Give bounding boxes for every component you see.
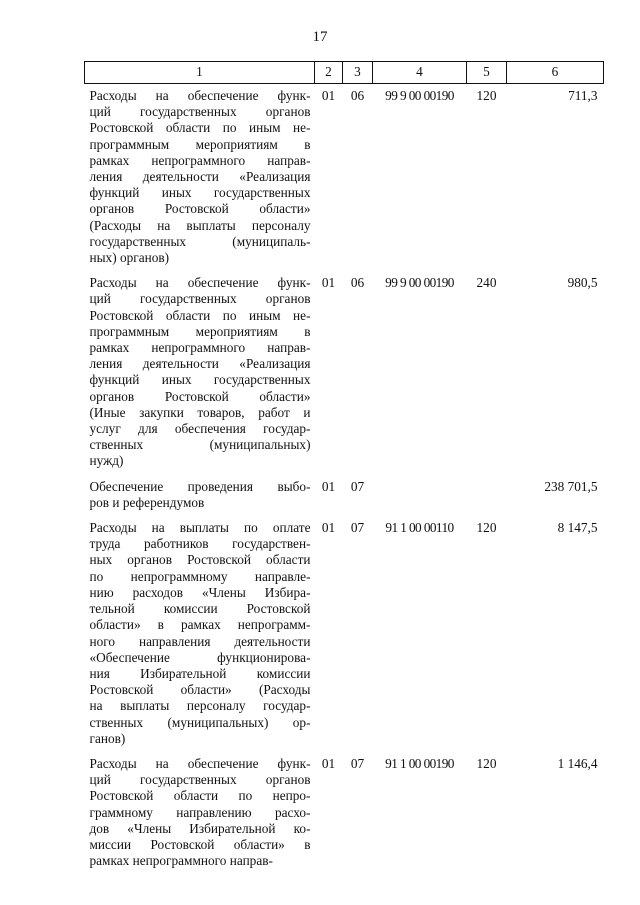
description-line: государственных (муниципаль- xyxy=(89,233,311,249)
description-line: Расходы на обеспечение функ- xyxy=(89,275,311,291)
description-line: ганов) xyxy=(89,730,126,746)
section-code: 01 xyxy=(321,88,336,103)
description-line: ных органов Ростовской области xyxy=(89,552,311,568)
description-line: Ростовской области» (Расходы xyxy=(89,682,311,698)
description-line: ления деятельности «Реализация xyxy=(89,169,311,185)
expense-type-code: 240 xyxy=(476,275,497,291)
header-col-6: 6 xyxy=(507,62,604,84)
target-article-code: 91 1 00 00110 xyxy=(385,520,454,536)
description-line: (Иные закупки товаров, работ и xyxy=(89,404,311,420)
expense-type-code: 120 xyxy=(476,88,497,103)
description-line: ственных (муниципальных) xyxy=(89,437,311,453)
description-line: граммному направлению расхо- xyxy=(89,804,311,820)
description-line: функций иных государственных xyxy=(89,185,311,201)
section-code: 01 xyxy=(321,478,336,494)
expense-type-code: 120 xyxy=(476,755,497,771)
target-article-code: 99 9 00 00190 xyxy=(385,275,454,291)
expense-type-code xyxy=(467,479,507,520)
subsection-code: 07 xyxy=(350,478,365,494)
table-row xyxy=(85,756,604,878)
description-line: «Обеспечение функционирова- xyxy=(89,649,311,665)
description-line: программным мероприятиям в xyxy=(89,136,311,152)
amount-value: 1 146,4 xyxy=(557,755,598,771)
table-row xyxy=(85,479,604,520)
description-line: на выплаты персоналу государ- xyxy=(89,698,311,714)
section-code: 01 xyxy=(321,520,336,536)
subsection-code: 07 xyxy=(350,755,365,771)
header-col-3: 3 xyxy=(343,62,373,84)
amount-value: 980,5 xyxy=(567,275,598,291)
description-line: по непрограммному направле- xyxy=(89,568,311,584)
description-line: нию расходов «Члены Избира- xyxy=(89,584,311,600)
description-line: области» в рамках непрограмм- xyxy=(89,617,311,633)
description-line: нужд) xyxy=(89,453,124,469)
description-line: ственных (муниципальных) ор- xyxy=(89,714,311,730)
description-line: ций государственных органов xyxy=(89,104,311,120)
section-code: 01 xyxy=(321,275,336,291)
description-line: тельной комиссии Ростовской xyxy=(89,601,311,617)
expense-description xyxy=(85,84,315,276)
table-row xyxy=(85,520,604,756)
budget-table xyxy=(84,61,604,878)
target-article-code xyxy=(373,479,467,520)
description-line: Ростовской области по непро- xyxy=(89,788,311,804)
description-line: труда работников государствен- xyxy=(89,536,311,552)
description-line: рамках непрограммного направ- xyxy=(89,340,311,356)
expense-description xyxy=(85,275,315,478)
amount-value: 711,3 xyxy=(568,88,598,103)
page-number: 17 xyxy=(312,29,328,45)
description-line: Расходы на обеспечение функ- xyxy=(89,88,311,103)
subsection-code: 06 xyxy=(350,275,365,291)
description-line: Ростовской области по иным не- xyxy=(89,307,311,323)
description-line: рамках непрограммного направ- xyxy=(89,152,311,168)
amount-value: 238 701,5 xyxy=(544,478,598,494)
description-line: Ростовской области по иным не- xyxy=(89,120,311,136)
section-code: 01 xyxy=(321,755,336,771)
description-line: ций государственных органов xyxy=(89,772,311,788)
description-line: ных) органов) xyxy=(89,250,170,266)
description-line: рамках непрограммного направ- xyxy=(89,853,273,869)
description-line: ния Избирательной комиссии xyxy=(89,665,311,681)
expense-description xyxy=(85,479,315,520)
amount-value: 8 147,5 xyxy=(557,520,598,536)
header-col-1: 1 xyxy=(85,62,315,84)
table-header-row xyxy=(85,62,604,84)
header-col-4: 4 xyxy=(373,62,467,84)
target-article-code: 99 9 00 00190 xyxy=(385,88,454,103)
description-line: миссии Ростовской области» в xyxy=(89,836,311,852)
description-line: ления деятельности «Реализация xyxy=(89,356,311,372)
subsection-code: 07 xyxy=(350,520,365,536)
description-line: органов Ростовской области» xyxy=(89,201,311,217)
description-line: программным мероприятиям в xyxy=(89,323,311,339)
table-body xyxy=(85,84,604,879)
table-row xyxy=(85,84,604,276)
expense-type-code: 120 xyxy=(476,520,497,536)
description-line: Расходы на обеспечение функ- xyxy=(89,755,311,771)
header-col-2: 2 xyxy=(315,62,343,84)
description-line: ного направления деятельности xyxy=(89,633,311,649)
target-article-code: 91 1 00 00190 xyxy=(385,755,454,771)
expense-description xyxy=(85,756,315,878)
expense-description xyxy=(85,520,315,756)
subsection-code: 06 xyxy=(350,88,365,103)
table-row xyxy=(85,275,604,478)
header-col-5: 5 xyxy=(467,62,507,84)
description-line: функций иных государственных xyxy=(89,372,311,388)
description-line: ций государственных органов xyxy=(89,291,311,307)
description-line: Расходы на выплаты по оплате xyxy=(89,520,311,536)
description-line: Обеспечение проведения выбо- xyxy=(89,478,311,494)
description-line: дов «Члены Избирательной ко- xyxy=(89,820,311,836)
description-line: органов Ростовской области» xyxy=(89,388,311,404)
description-line: (Расходы на выплаты персоналу xyxy=(89,217,311,233)
description-line: услуг для обеспечения государ- xyxy=(89,421,311,437)
description-line: ров и референдумов xyxy=(89,494,205,510)
